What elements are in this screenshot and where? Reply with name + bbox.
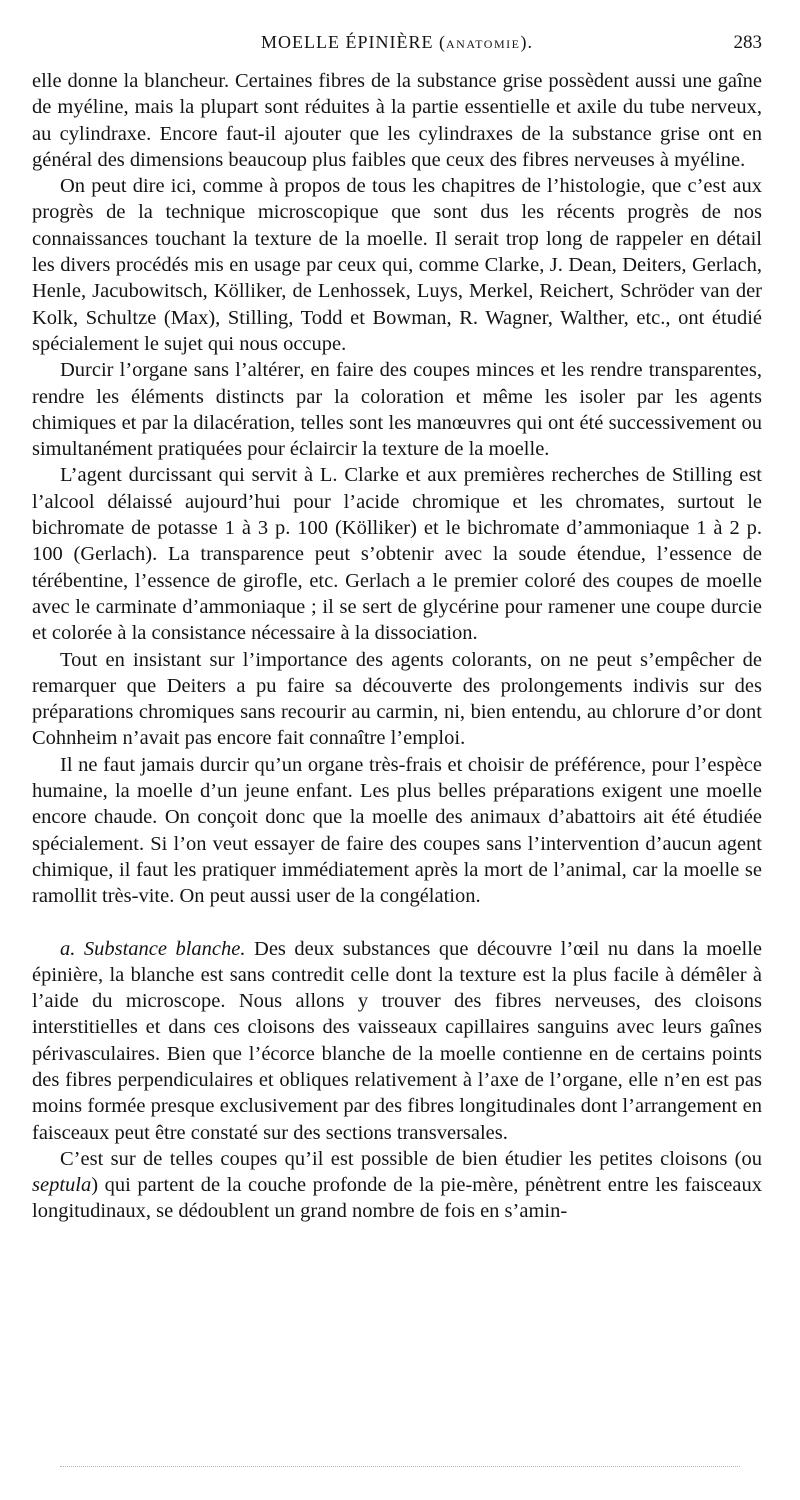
body-text bbox=[32, 68, 762, 1225]
paragraph-histology-techniques: On peut dire ici, comme à propos de tous les chapitres de l’histologie, que c’est aux progrès de la technique microscopique que sont dus les récents progrès de nos connaissances touchant la texture de la moelle. Il serait trop long de rappeler en détail les divers procédés mis en usage par ceux qui, comme Clarke, J. Dean, Deiters, Gerlach, Henle, Jacubowitsch, Kölliker, de Lenhossek, Luys, Merkel, Reichert, Schröder van der Kolk, Schultze (Max), Stilling, Todd et Bowman, R. Wagner, Walther, etc., ont étudié spécialement le sujet qui nous occupe. bbox=[32, 175, 762, 355]
page-number: 283 bbox=[733, 32, 762, 53]
paragraph-fresh-organ: Il ne faut jamais durcir qu’un organe très-frais et choisir de préférence, pour l’espèce humaine, la moelle d’un jeune enfant. Les plus belles préparations exigent une moelle encore chaude. On conçoit donc que la moelle des animaux d’abattoirs ait été étudiée spécialement. Si l’on veut essayer de faire des coupes sans l’intervention d’aucun agent chimique, il faut les pratiquer immédiatement après la mort de l’animal, car la moelle se ramollit très-vite. On peut aussi user de la congélation. bbox=[32, 753, 762, 908]
paragraph-continuation: elle donne la blancheur. Certaines fibres de la substance grise possèdent aussi une gaîne de myéline, mais la plupart sont réduites à la partie essentielle et axile du tube nerveux, au cylindraxe. Encore faut-il ajouter que les cylindraxes de la substance grise ont en général des dimensions beaucoup plus faibles que ceux des fibres nerveuses à myéline. bbox=[32, 70, 762, 171]
footer-rule bbox=[60, 1466, 740, 1467]
running-title-paren-open: ( bbox=[433, 32, 447, 52]
septula-text-end: ) qui partent de la couche profonde de la pie-mère, pénètrent entre les faisceaux longitudinaux, se dédoublent un grand nombre de fois en s’amin- bbox=[32, 1174, 762, 1223]
running-title-main: MOELLE ÉPINIÈRE bbox=[261, 32, 434, 52]
running-title bbox=[32, 32, 762, 53]
paragraph-hardening-agents: L’agent durcissant qui servit à L. Clarke et aux premières recherches de Stilling est l’alcool délaissé aujourd’hui pour l’acide chromique et les chromates, surtout le bichromate de potasse 1 à 3 p. 100 (Kölliker) et le bichromate d’ammoniaque 1 à 2 p. 100 (Gerlach). La transparence peut s’obtenir avec la soude étendue, l’essence de térébentine, l’essence de girofle, etc. Gerlach a le premier coloré des coupes de moelle avec le carminate d’ammoniaque ; il se sert de glycérine pour ramener une coupe durcie et colorée à la consistance nécessaire à la dissociation. bbox=[32, 464, 762, 645]
paragraph-septula bbox=[32, 1146, 762, 1225]
paragraph-preparation-steps: Durcir l’organe sans l’altérer, en faire des coupes minces et les rendre transparentes, rendre les éléments distincts par la coloration et même les isoler par les agents chimiques et par la dilacération, telles sont les manœuvres qui ont été successivement ou simultanément pratiquées pour éclaircir la texture de la moelle. bbox=[32, 359, 762, 461]
white-substance-text: Des deux substances que découvre l’œil nu dans la moelle épinière, la blanche est sans contredit celle dont la texture est la plus facile à démêler à l’aide du microscope. Nous allons y trouver des fibres nerveuses, des cloisons interstitielles et dans ces cloisons des vaisseaux capillaires sanguins avec leurs gaînes périvasculaires. Bien que l’écorce blanche de la moelle contienne en de certains points des fibres perpendiculaires et obliques relativement à l’axe de l’organe, elle n’en est pas moins formée presque exclusivement par des fibres longitudinales dont l’arrangement en faisceaux peut être constaté sur des sections transversales. bbox=[32, 937, 762, 1144]
septula-term: septula bbox=[32, 1174, 92, 1197]
paragraph-coloring-agents: Tout en insistant sur l’importance des agents colorants, on ne peut s’empêcher de remarquer que Deiters a pu faire sa découverte des prolongements indivis sur des préparations chromiques sans recourir au carmin, ni, bien entendu, au chlorure d’or dont Cohnheim n’avait pas encore fait connaître l’emploi. bbox=[32, 648, 762, 750]
running-head bbox=[32, 32, 762, 60]
septula-text-start: C’est sur de telles coupes qu’il est possible de bien étudier les petites cloisons (ou bbox=[60, 1147, 762, 1170]
paragraph-white-substance bbox=[32, 936, 762, 1146]
section-heading-white-substance: a. Substance blanche. bbox=[60, 937, 246, 960]
running-title-section: ANATOMIE bbox=[446, 37, 521, 51]
running-title-paren-close: ). bbox=[520, 32, 533, 52]
